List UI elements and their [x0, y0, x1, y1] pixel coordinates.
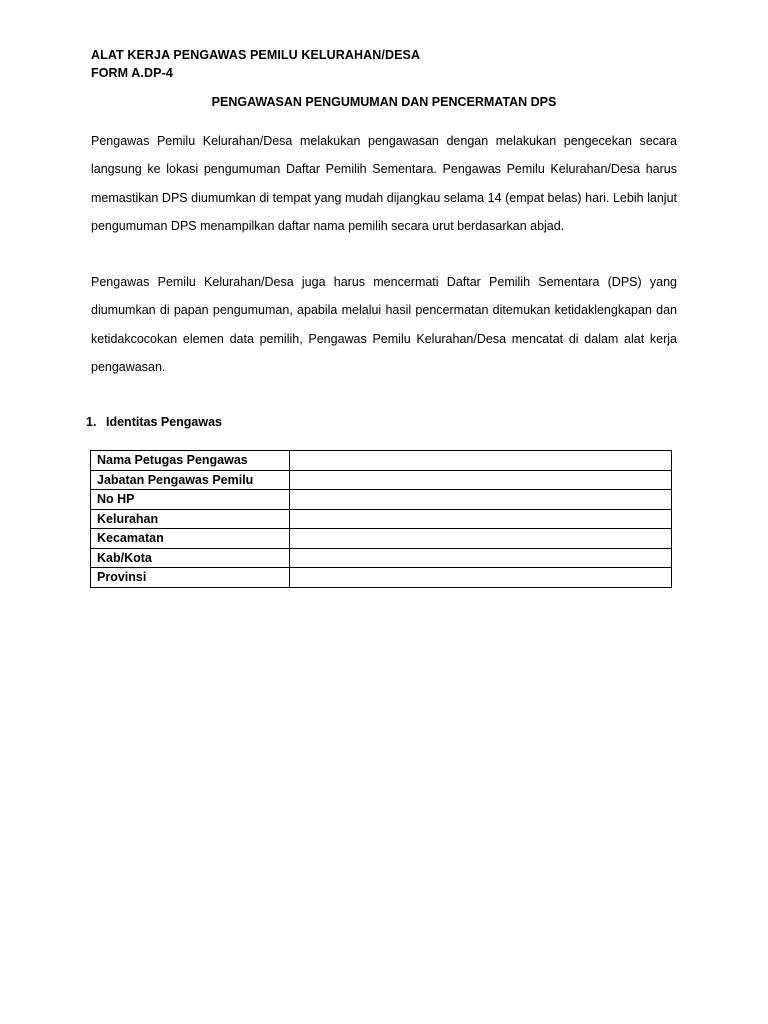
row-label: Jabatan Pengawas Pemilu — [91, 470, 290, 490]
table-row — [91, 451, 672, 471]
row-value-field[interactable] — [290, 509, 672, 529]
row-value-field[interactable] — [290, 568, 672, 588]
table-row — [91, 568, 672, 588]
row-value-field[interactable] — [290, 451, 672, 471]
form-code: FORM A.DP-4 — [91, 66, 173, 80]
paragraph-1: Pengawas Pemilu Kelurahan/Desa melakukan pengawasan dengan melakukan pengecekan secara langsung ke lokasi pengumuman Daftar Pemilih Sementara. Pengawas Pemilu Kelurahan/Desa harus memastikan DPS diumumkan di tempat yang mudah dijangkau selama 14 (empat belas) hari. Lebih lanjut pengumuman DPS menampilkan daftar nama pemilih secara urut berdasarkan abjad. — [91, 134, 677, 233]
section-number: 1. — [86, 415, 97, 429]
section-heading-identitas — [86, 415, 222, 429]
document-title: PENGAWASAN PENGUMUMAN DAN PENCERMATAN DPS — [211, 95, 557, 109]
table-row — [91, 470, 672, 490]
identity-table — [90, 450, 672, 588]
section-title: Identitas Pengawas — [106, 415, 223, 429]
table-row — [91, 529, 672, 549]
row-label: Kecamatan — [91, 529, 290, 549]
form-header-line1: ALAT KERJA PENGAWAS PEMILU KELURAHAN/DESA — [91, 48, 421, 62]
row-value-field[interactable] — [290, 548, 672, 568]
table-row — [91, 490, 672, 510]
row-value-field[interactable] — [290, 529, 672, 549]
row-label: Provinsi — [91, 568, 290, 588]
row-label: Kab/Kota — [91, 548, 290, 568]
row-label: No HP — [91, 490, 290, 510]
row-value-field[interactable] — [290, 470, 672, 490]
row-label: Nama Petugas Pengawas — [91, 451, 290, 471]
table-row — [91, 548, 672, 568]
row-label: Kelurahan — [91, 509, 290, 529]
paragraph-2: Pengawas Pemilu Kelurahan/Desa juga harus mencermati Daftar Pemilih Sementara (DPS) yang diumumkan di papan pengumuman, apabila melalui hasil pencermatan ditemukan ketidaklengkapan dan ketidakcocokan elemen data pemilih, Pengawas Pemilu Kelurahan/Desa mencatat di dalam alat kerja pengawasan. — [91, 275, 677, 374]
row-value-field[interactable] — [290, 490, 672, 510]
table-row — [91, 509, 672, 529]
